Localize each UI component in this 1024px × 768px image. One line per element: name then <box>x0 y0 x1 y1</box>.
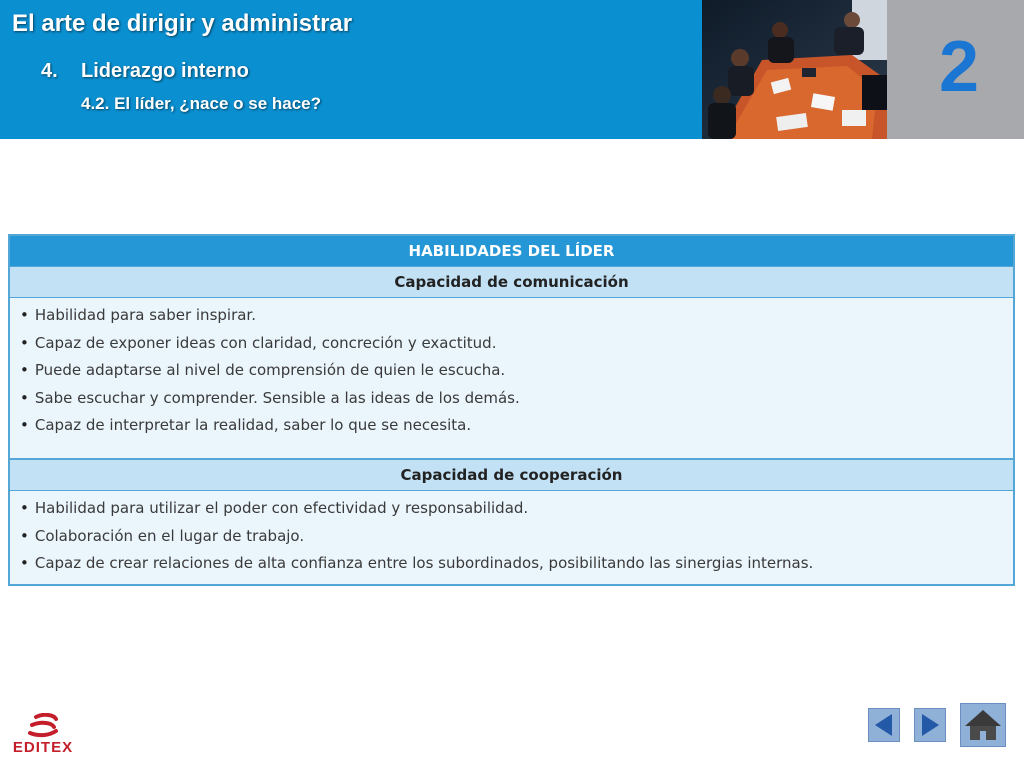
header-banner <box>0 0 702 139</box>
list-item: • Habilidad para utilizar el poder con efectividad y responsabilidad. <box>20 495 1013 523</box>
subsection-title: 4.2. El líder, ¿nace o se hace? <box>81 94 322 113</box>
section-heading <box>41 60 249 83</box>
list-item: • Habilidad para saber inspirar. <box>20 302 1013 330</box>
arrow-right-icon <box>915 709 945 741</box>
home-button[interactable] <box>960 703 1006 747</box>
chapter-badge <box>887 0 1024 139</box>
arrow-left-icon <box>869 709 899 741</box>
list-item: • Sabe escuchar y comprender. Sensible a las ideas de los demás. <box>20 385 1013 413</box>
home-icon <box>961 704 1005 746</box>
meeting-photo <box>702 0 887 139</box>
leader-skills-table <box>8 234 1015 586</box>
cooperation-list <box>10 491 1013 605</box>
previous-button[interactable] <box>868 708 900 742</box>
list-item: • Puede adaptarse al nivel de comprensión de quien le escucha. <box>20 357 1013 385</box>
section-title: Liderazgo interno <box>81 60 249 82</box>
next-button[interactable] <box>914 708 946 742</box>
section-number: 4. <box>41 60 58 82</box>
page-title: El arte de dirigir y administrar <box>12 10 353 37</box>
list-item: • Capaz de exponer ideas con claridad, concreción y exactitud. <box>20 330 1013 358</box>
meeting-photo-illustration <box>702 0 887 139</box>
list-item: • Colaboración en el lugar de trabajo. <box>20 523 1013 551</box>
chapter-number: 2 <box>938 27 980 107</box>
list-item: • Capaz de crear relaciones de alta confianza entre los subordinados, posibilitando las sinergias internas. <box>20 550 1013 578</box>
list-item: • Capaz de interpretar la realidad, saber lo que se necesita. <box>20 412 1013 440</box>
group-heading-cooperation: Capacidad de cooperación <box>10 458 1013 491</box>
editex-logo-icon <box>10 713 76 741</box>
logo-text: EDITEX <box>12 739 74 756</box>
editex-logo <box>10 713 76 758</box>
table-title: HABILIDADES DEL LÍDER <box>10 236 1013 266</box>
group-heading-communication: Capacidad de comunicación <box>10 266 1013 298</box>
communication-list <box>10 298 1013 458</box>
